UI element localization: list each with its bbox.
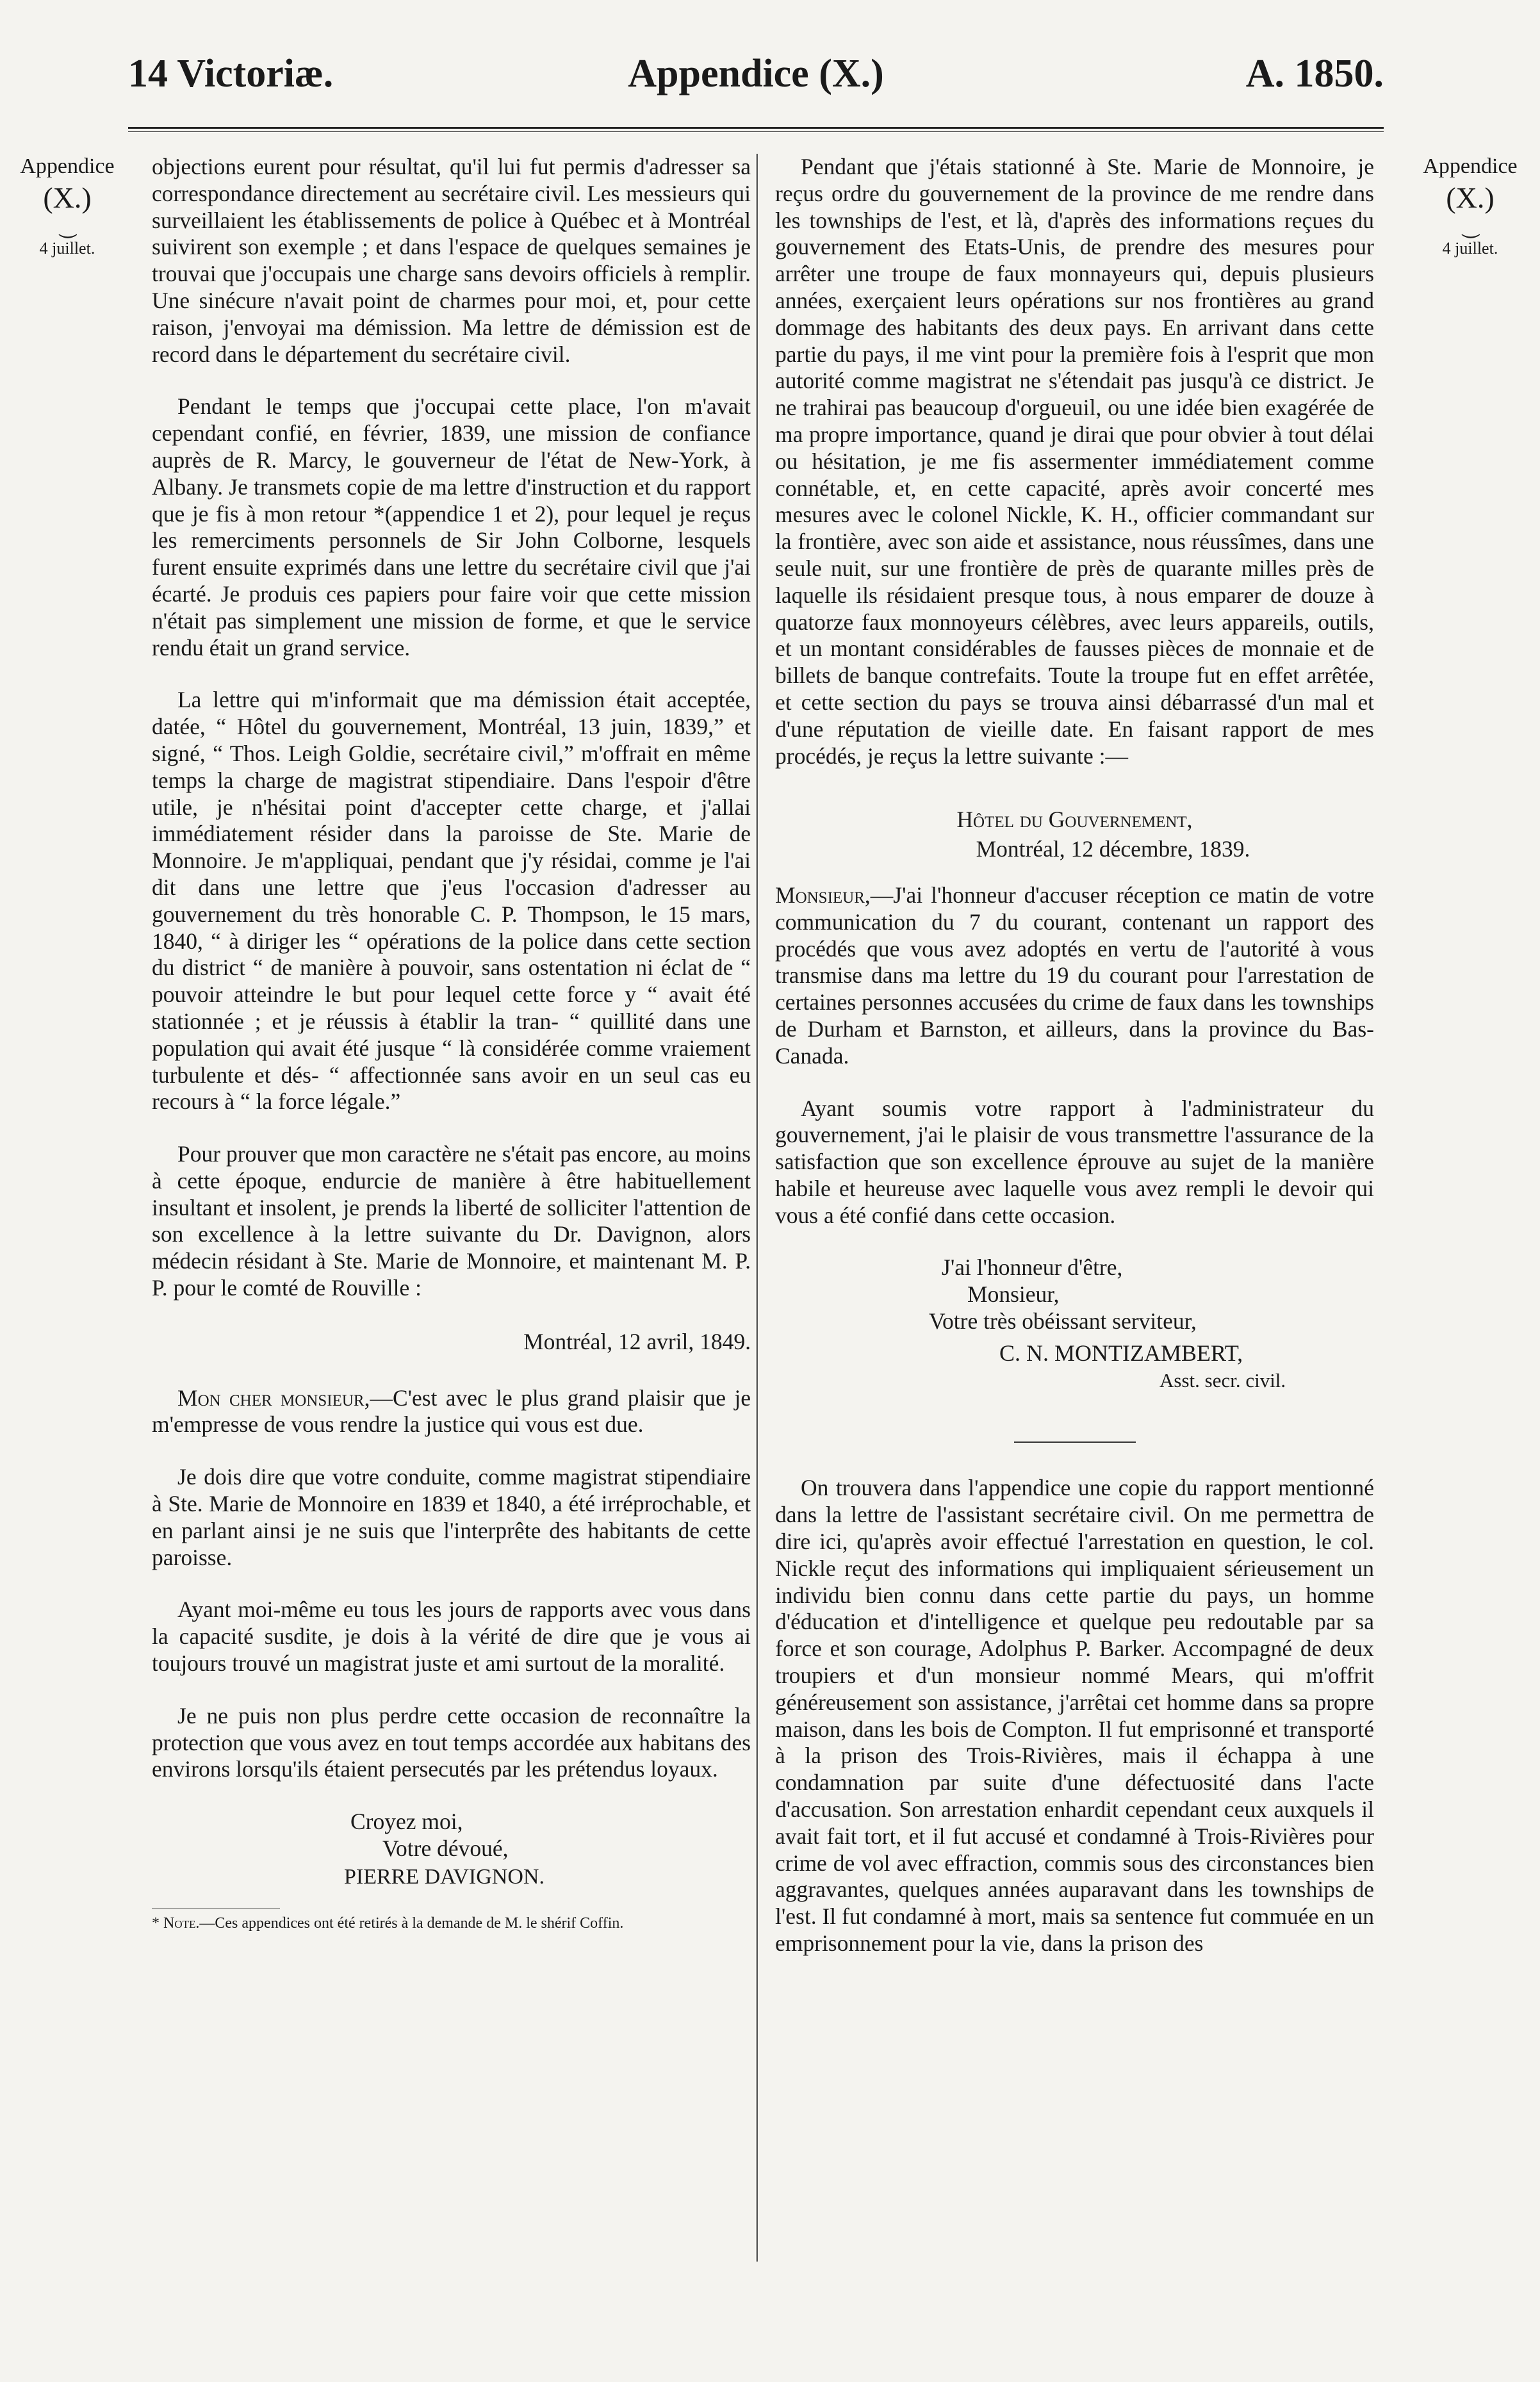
- salutation: Monsieur,: [775, 882, 871, 908]
- brace-icon: ⏝: [58, 215, 76, 237]
- right-column: [775, 154, 1374, 1957]
- paragraph: Pendant le temps que j'occupai cette place, l'on m'avait cependant confié, en février, 1839, une mission de confiance auprès de R. Marcy, le gouverneur de l'état de New-York, à Albany. Je transmets copie de ma lettre d'instruction et du rapport que je fis à mon retour *(appendice 1 et 2), pour lequel je reçus les remerciments personnels de Sir John Colborne, lesquels furent ensuite exprimés dans une lettre du secrétaire civil que j'ai écarté. Je produis ces papiers pour faire voir que cette mission n'était pas simplement une mission de forme, et que le service rendu était un grand service.: [152, 393, 751, 661]
- margin-letter: (X.): [1446, 181, 1495, 214]
- header-session: 14 Victoriæ.: [128, 52, 334, 95]
- margin-label: Appendice: [1423, 154, 1518, 178]
- footnote: [152, 1914, 751, 1932]
- signature: PIERRE DAVIGNON.: [344, 1864, 545, 1889]
- letter-date: Montréal, 12 avril, 1849.: [523, 1328, 751, 1354]
- header-rule: [128, 127, 1384, 129]
- margin-letter: (X.): [43, 181, 92, 214]
- paragraph: Je dois dire que votre conduite, comme magistrat stipendiaire à Ste. Marie de Monnoire en 1839 et 1840, a été irréprochable, et en parlant ainsi je ne suis que l'interprête des habitants de cette paroisse.: [152, 1464, 751, 1570]
- paragraph: Ayant soumis votre rapport à l'administrateur du gouvernement, j'ai le plaisir de vous transmettre l'assurance de la satisfaction que son excellence éprouve au sujet de la manière habile et heureuse avec laquelle vous avez rempli le devoir qui vous a été confié dans cette occasion.: [775, 1095, 1374, 1228]
- closing-line: Monsieur,: [967, 1281, 1060, 1308]
- margin-note-right: [1409, 154, 1531, 258]
- paragraph: objections eurent pour résultat, qu'il lui fut permis d'adresser sa correspondance directement au secrétaire civil. Les messieurs qui surveillaient les établissements de police à Québec et à Montréal suivirent son exemple ; et dans l'espace de quelques semaines je trouvai que j'occupais une charge sans devoirs officiels à remplir. Une sinécure n'avait point de charmes pour moi, et, pour cette raison, j'envoyai ma démission. Ma lettre de démission est de record dans le département du secrétaire civil.: [152, 154, 751, 367]
- header-title: Appendice (X.): [628, 52, 884, 95]
- section-rule: [1014, 1442, 1136, 1443]
- margin-label: Appendice: [20, 154, 115, 178]
- opening-text: —C'est avec le plus grand plaisir que je m'empresse de vous rendre la justice qui vous est due.: [152, 1384, 751, 1438]
- signature: C. N. MONTIZAMBERT,: [999, 1340, 1243, 1366]
- column-divider: [756, 154, 758, 2262]
- closing-line: J'ai l'honneur d'être,: [942, 1254, 1123, 1281]
- paragraph: On trouvera dans l'appendice une copie du rapport mentionné dans la lettre de l'assistant secrétaire civil. On me permettra de dire ici, qu'après avoir effectué l'arrestation en question, le col. Nickle reçut des informations qui impliquaient sérieusement un individu bien connu dans cette partie du pays, un homme d'éducation et d'intelligence et quelque peu redoutable par sa force et son courage, Adolphus P. Barker. Accompagné de deux troupiers et d'un monsieur nommé Mears, qui m'offrit généreusement son assistance, j'arrêtai cet homme dans sa propre maison, dans les bois de Compton. Il fut emprisonné et transporté à la prison des Trois-Rivières, mais il échappa à une condamnation par suite d'une défectuosité dans l'acte d'accusation. Son arrestation enhardit cependant ceux auxquels il avait fait tort, et il fut accusé et condamné à Trois-Rivières pour crime de vol avec effraction, commis sous des circonstances bien aggravantes, quelques années auparavant dans les townships de l'est. Il fut condamné à mort, mais sa sentence fut commuée en un emprisonnement pour la vie, dans la prison des: [775, 1475, 1375, 1957]
- header-rule-thin: [128, 131, 1384, 132]
- closing-line: Croyez moi,: [350, 1809, 463, 1835]
- closing-line: Votre très obéissant serviteur,: [929, 1308, 1197, 1335]
- letter-date: Montréal, 12 décembre, 1839.: [976, 836, 1250, 862]
- signature-title: Asst. secr. civil.: [1159, 1368, 1286, 1392]
- letter-opening: [775, 882, 1374, 1070]
- letter-opening: [152, 1385, 751, 1439]
- paragraph: La lettre qui m'informait que ma démission était acceptée, datée, “ Hôtel du gouvernement, Montréal, 13 juin, 1839,” et signé, “ Thos. Leigh Goldie, secrétaire civil,” m'offrait en même temps la charge de magistrat stipendiaire. Dans l'espoir d'être utile, je n'hésitai point d'accepter cette charge, et j'allai immédiatement résider dans la paroisse de Ste. Marie de Monnoire. Je m'appliquai, pendant que j'y résidai, comme je l'ai dit dans une lettre que j'eus l'occasion d'adresser au gouvernement du très honorable C. P. Thompson, le 15 mars, 1840, “ à diriger les “ opérations de la police dans cette section du district “ de manière à pouvoir, sans ostentation ni éclat de “ pouvoir atteindre le but pour lequel cette force y “ avait été stationnée ; et je réussis à établir la tran- “ quillité dans une population qui avait été jusque “ là considérée comme vraiement turbulente et dés- “ affectionnée sans avoir en un seul cas eu recours à “ la force légale.”: [152, 687, 751, 1115]
- opening-text: —J'ai l'honneur d'accuser réception ce matin de votre communication du 7 du courant, contenant un rapport des procédés que vous avez adoptés en vertu de l'autorité à vous transmise dans ma lettre du 19 du courant pour l'arrestation de certaines personnes accusées du crime de faux dans les townships de Durham et Barnston, et ailleurs, dans la province du Bas-Canada.: [775, 882, 1374, 1069]
- footnote-label: * Note.: [152, 1914, 200, 1932]
- paragraph: Ayant moi-même eu tous les jours de rapports avec vous dans la capacité susdite, je dois à la vérité de dire que je vous ai toujours trouvé un magistrat juste et ami surtout de la moralité.: [152, 1597, 751, 1677]
- page-header: [128, 51, 1384, 109]
- brace-icon: ⏝: [1461, 215, 1479, 237]
- left-column: [152, 154, 751, 1932]
- header-year: A. 1850.: [1245, 52, 1384, 95]
- paragraph: Pendant que j'étais stationné à Ste. Marie de Monnoire, je reçus ordre du gouvernement de la province de me rendre dans les townships de l'est, et là, d'après des informations reçues du gouvernement des Etats-Unis, de prendre des mesures pour arrêter une troupe de faux monnayeurs qui, depuis plusieurs années, exerçaient leurs opérations sur nos frontières au grand dommage des habitants des deux pays. En arrivant dans cette partie du pays, il me vint pour la première fois à l'esprit que mon autorité comme magistrat ne s'étendait pas jusqu'à ce district. Je ne trahirai pas beaucoup d'orgueuil, ou une idée bien exagérée de ma propre importance, quand je dirai que pour obvier à tout délai ou hésitation, je me fis assermenter immédiatement comme connétable, et, en cette capacité, après avoir concerté mes mesures avec le colonel Nickle, K. H., officier commandant sur la frontière, avec son aide et assistance, nous réussîmes, dans une seule nuit, sur une frontière de près de quarante milles près de laquelle ils résidaient presque tous, à nous emparer de douze à quatorze faux monnoyeurs célèbres, avec leurs appareils, outils, et un montant considérables de fausses pièces de monnaie et de billets de banque contrefaits. Toute la troupe fut en effet arrêtée, et cette section du pays se trouva ainsi débarrassé d'un mal et d'une réputation de vieille date. En faisant rapport de mes procédés, je reçus la lettre suivante :—: [775, 154, 1374, 769]
- margin-date: 4 juillet.: [39, 238, 95, 258]
- margin-note-left: [6, 154, 128, 258]
- footnote-text: —Ces appendices ont été retirés à la demande de M. le shérif Coffin.: [199, 1914, 624, 1932]
- paragraph: Je ne puis non plus perdre cette occasion de reconnaître la protection que vous avez en tout temps accordée aux habitans des environs lorsqu'ils étaient persecutés par les prétendus loyaux.: [152, 1702, 751, 1782]
- margin-date: 4 juillet.: [1442, 238, 1498, 258]
- paragraph: Pour prouver que mon caractère ne s'était pas encore, au moins à cette époque, endurcie de manière à être habituellement insultant et insolent, je prends la liberté de solliciter l'attention de son excellence à la lettre suivante du Dr. Davignon, alors médecin résidant à Ste. Marie de Monnoire, et maintenant M. P. P. pour le comté de Rouville :: [152, 1141, 751, 1301]
- letter-heading: Hôtel du Gouvernement,: [956, 807, 1193, 833]
- closing-line: Votre dévoué,: [382, 1836, 509, 1862]
- salutation: Mon cher monsieur,: [177, 1384, 370, 1411]
